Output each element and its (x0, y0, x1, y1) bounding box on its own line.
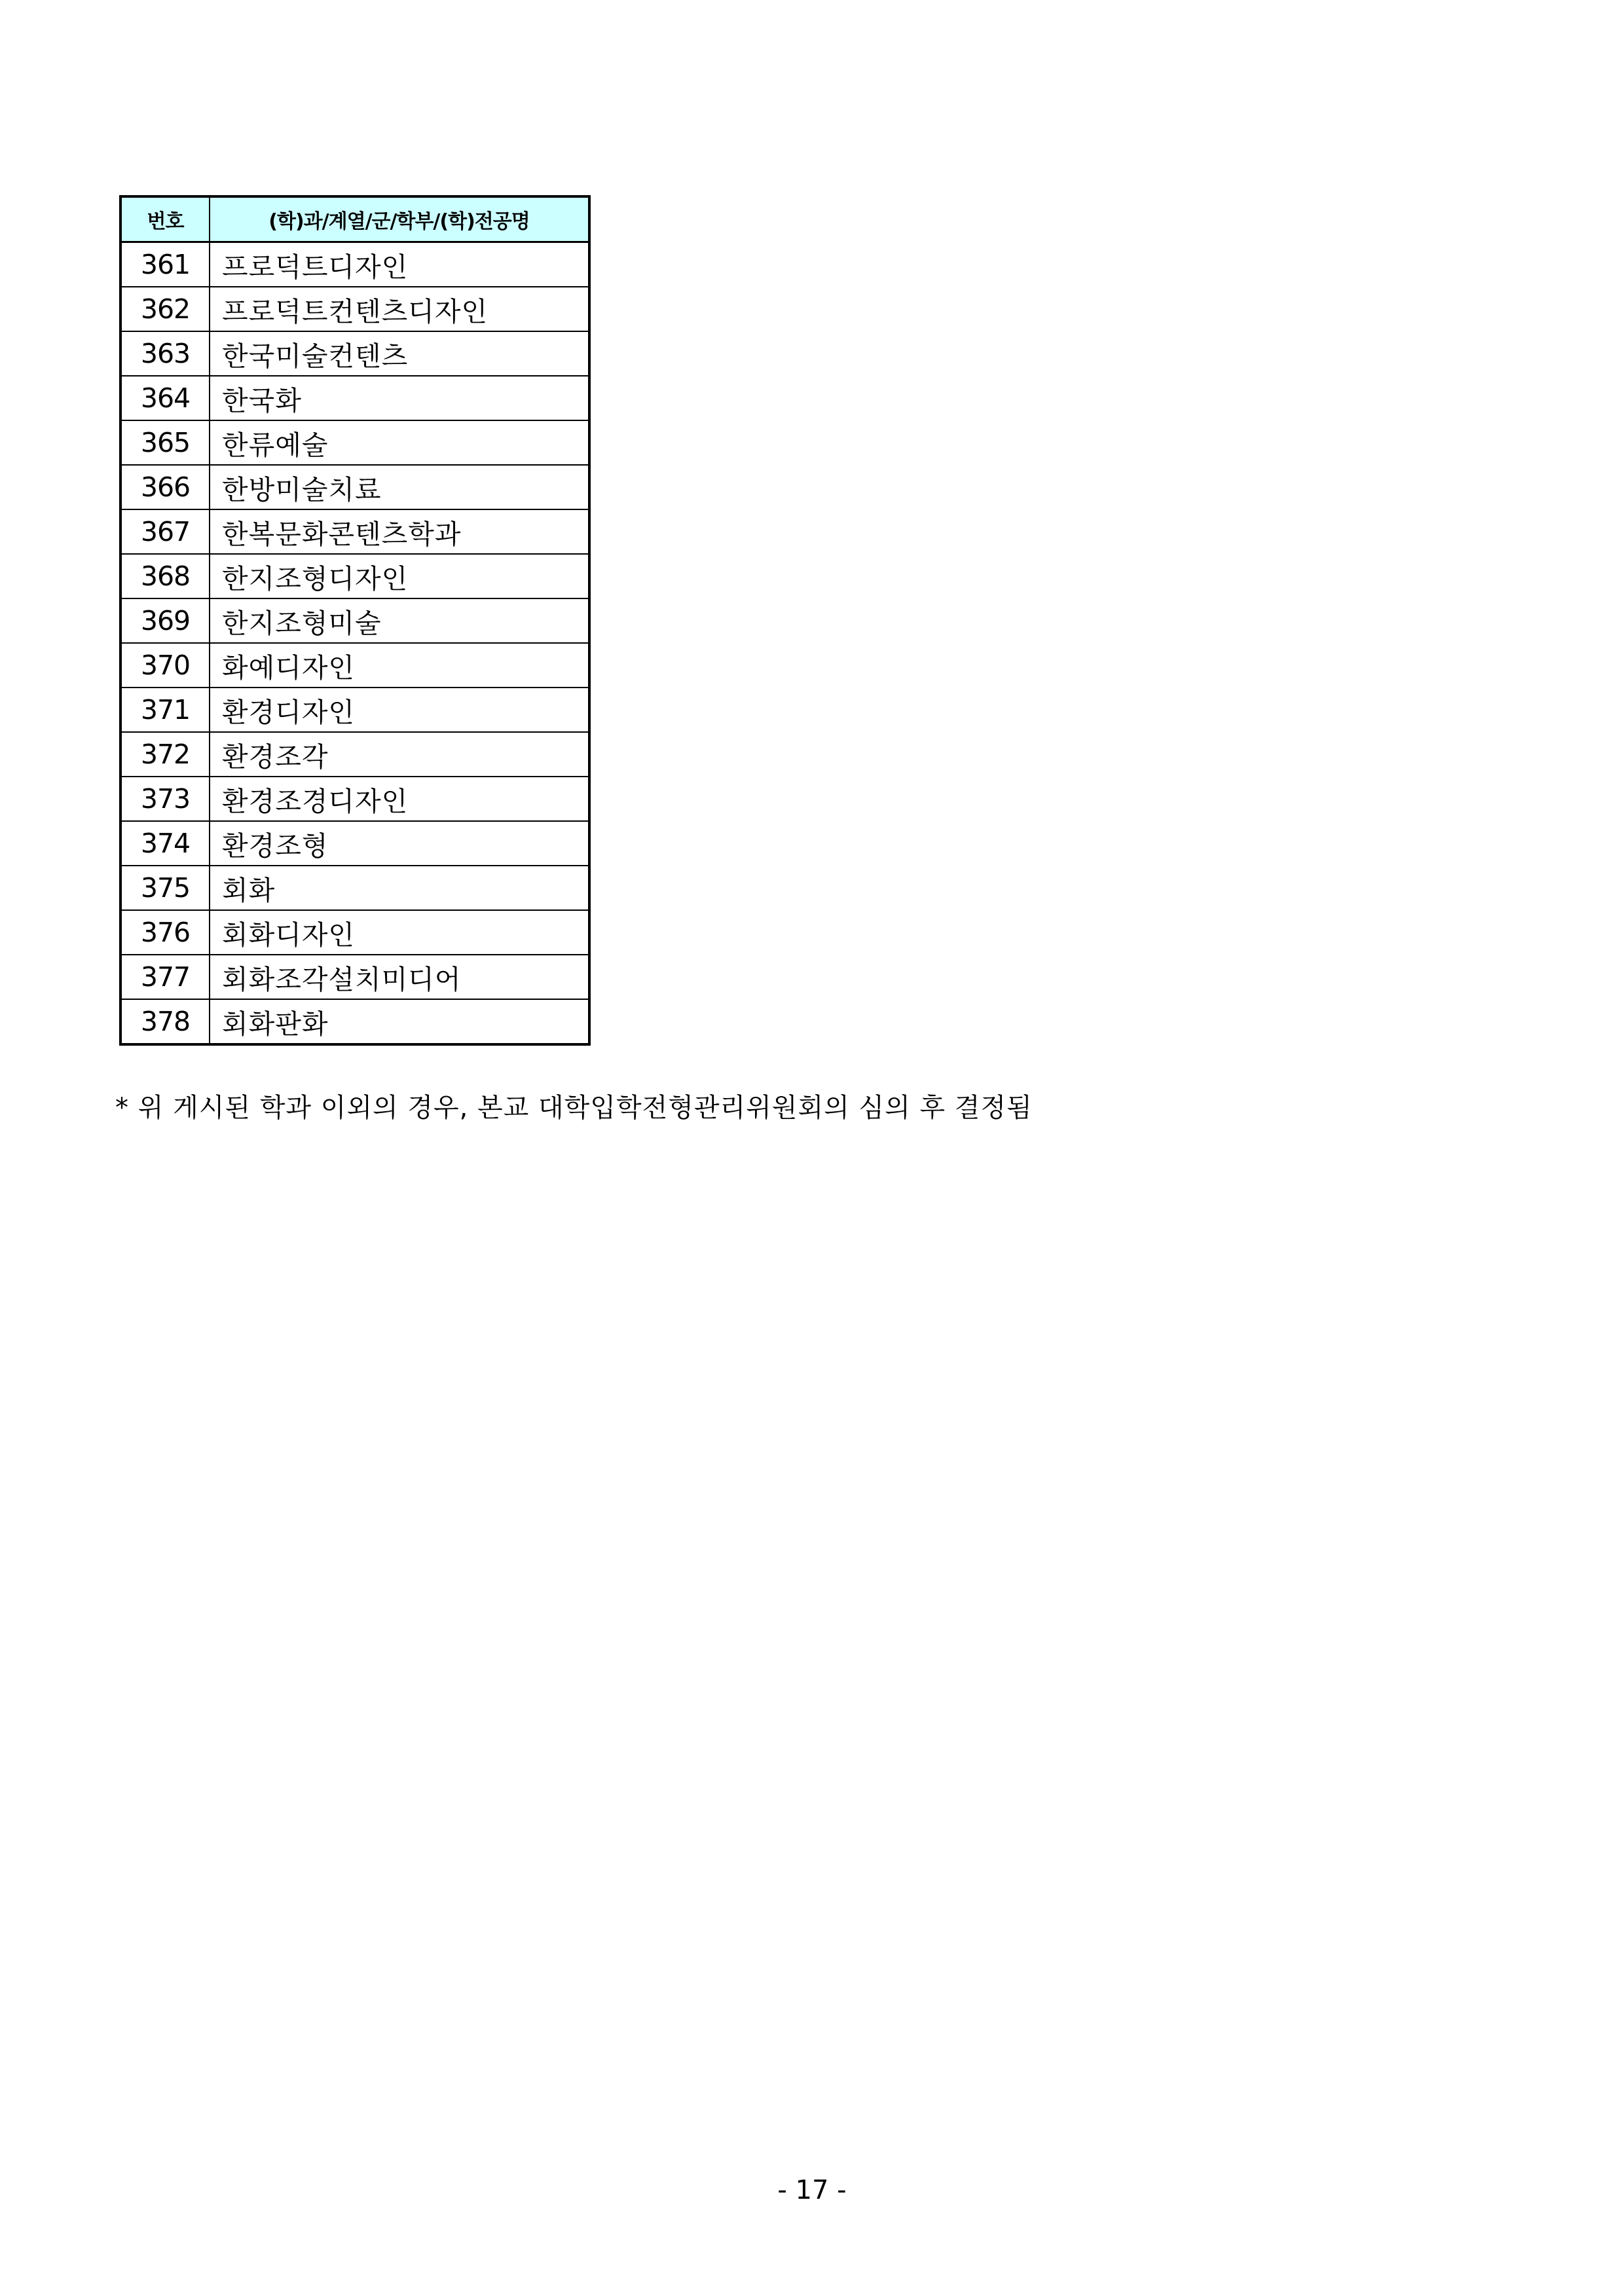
table-row (120, 554, 589, 598)
row-department-name: 한복문화콘텐츠학과 (210, 509, 589, 554)
row-number: 361 (120, 242, 210, 287)
table-row (120, 777, 589, 821)
row-number: 365 (120, 420, 210, 465)
table-header-row (120, 196, 589, 242)
row-department-name: 한지조형디자인 (210, 554, 589, 598)
footnote: * 위 게시된 학과 이외의 경우, 본교 대학입학전형관리위원회의 심의 후 결정됨 (115, 1093, 1033, 1123)
row-number: 378 (120, 999, 210, 1044)
table-row (120, 999, 589, 1044)
row-number: 364 (120, 376, 210, 420)
header-number: 번호 (120, 196, 210, 242)
row-department-name: 한국미술컨텐츠 (210, 331, 589, 376)
table-row (120, 688, 589, 732)
table-header (120, 196, 589, 242)
row-number: 375 (120, 866, 210, 910)
row-department-name: 회화디자인 (210, 910, 589, 955)
table-row (120, 732, 589, 777)
row-number: 377 (120, 955, 210, 999)
row-department-name: 한국화 (210, 376, 589, 420)
table-row (120, 331, 589, 376)
row-department-name: 한류예술 (210, 420, 589, 465)
row-department-name: 한방미술치료 (210, 465, 589, 509)
table-row (120, 955, 589, 999)
row-department-name: 환경조형 (210, 821, 589, 866)
row-department-name: 회화조각설치미디어 (210, 955, 589, 999)
table-row (120, 287, 589, 331)
table-row (120, 821, 589, 866)
table-row (120, 376, 589, 420)
table-row (120, 420, 589, 465)
table-row (120, 643, 589, 688)
table-row (120, 910, 589, 955)
row-number: 376 (120, 910, 210, 955)
table-row (120, 465, 589, 509)
table-row (120, 242, 589, 287)
row-number: 374 (120, 821, 210, 866)
row-department-name: 프로덕트컨텐츠디자인 (210, 287, 589, 331)
page-number: - 17 - (777, 2175, 847, 2205)
row-number: 372 (120, 732, 210, 777)
row-department-name: 프로덕트디자인 (210, 242, 589, 287)
table-body (120, 242, 589, 1045)
row-number: 371 (120, 688, 210, 732)
row-department-name: 환경조경디자인 (210, 777, 589, 821)
row-number: 362 (120, 287, 210, 331)
row-number: 367 (120, 509, 210, 554)
row-department-name: 회화판화 (210, 999, 589, 1044)
row-department-name: 한지조형미술 (210, 598, 589, 643)
table-row (120, 866, 589, 910)
row-number: 369 (120, 598, 210, 643)
row-number: 363 (120, 331, 210, 376)
row-number: 370 (120, 643, 210, 688)
table-row (120, 509, 589, 554)
header-department-name: (학)과/계열/군/학부/(학)전공명 (210, 196, 589, 242)
row-number: 368 (120, 554, 210, 598)
row-department-name: 화예디자인 (210, 643, 589, 688)
table-row (120, 598, 589, 643)
row-department-name: 환경디자인 (210, 688, 589, 732)
department-table (119, 195, 591, 1046)
row-number: 373 (120, 777, 210, 821)
row-department-name: 환경조각 (210, 732, 589, 777)
row-department-name: 회화 (210, 866, 589, 910)
row-number: 366 (120, 465, 210, 509)
